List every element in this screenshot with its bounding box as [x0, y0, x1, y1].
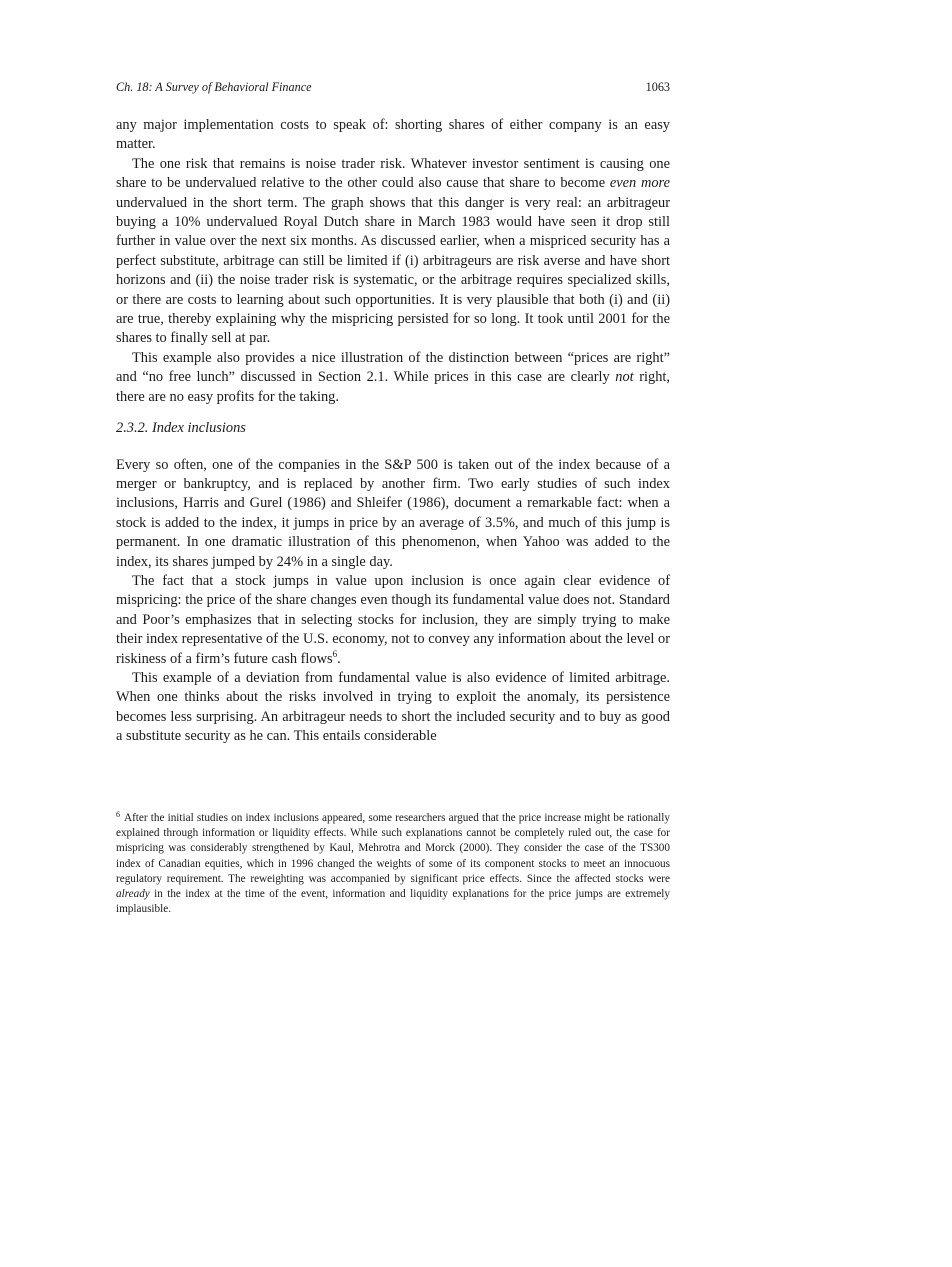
footnote-text-a: After the initial studies on index inclusions appeared, some researchers argued that the price increase might be rationally explained through information or liquidity effects. While such explanations cannot be completely ruled out, the case for mispricing was considerably strengthened by Kaul, Mehrotra and Morck (2000). They consider the case of the TS300 index of Canadian equities, which in 1996 changed the weights of some of its component stocks to meet an innocuous regulatory requirement. The reweighting was accompanied by significant price effects. Since the affected stocks were	[116, 812, 670, 885]
paragraph-5	[116, 572, 670, 669]
paragraph-1	[116, 116, 670, 155]
paragraph-3-text-b: right, there are no easy profits for the taking.	[116, 369, 670, 405]
paragraph-5-end: .	[337, 650, 341, 667]
paragraph-6	[116, 669, 670, 747]
footnote-emphasis: already	[116, 888, 150, 901]
footnote-text-b: in the index at the time of the event, information and liquidity explanations for the price jumps are extremely implausible.	[116, 888, 670, 916]
paragraph-6-text: This example of a deviation from fundamental value is also evidence of limited arbitrage. When one thinks about the risks involved in trying to exploit the anomaly, its persistence becomes less surprising. An arbitrageur needs to short the included security and to buy as good a substitute security as he can. This entails considerable	[116, 669, 670, 745]
paragraph-3	[116, 349, 670, 407]
paragraph-4-text: Every so often, one of the companies in the S&P 500 is taken out of the index because of a merger or bankruptcy, and is replaced by another firm. Two early studies of such index inclusions, Harris and Gurel (1986) and Shleifer (1986), document a remarkable fact: when a stock is added to the index, it jumps in price by an average of 3.5%, and much of this jump is permanent. In one dramatic illustration of this phenomenon, when Yahoo was added to the index, its shares jumped by 24% in a single day.	[116, 456, 670, 570]
paragraph-1-text: any major implementation costs to speak of: shorting shares of either company is an easy matter.	[116, 117, 670, 153]
paragraph-3-text-a: This example also provides a nice illustration of the distinction between “prices are right” and “no free lunch” discussed in Section 2.1. While prices in this case are clearly	[116, 349, 670, 386]
paragraph-2-text-a: The one risk that remains is noise trader risk. Whatever investor sentiment is causing one share to be undervalued relative to the other could also cause that share to become	[116, 155, 670, 192]
section-heading: 2.3.2. Index inclusions	[116, 420, 246, 437]
running-header	[116, 80, 670, 98]
footnote-6	[116, 811, 670, 917]
paragraph-4	[116, 456, 670, 572]
paragraph-2-emphasis: even more	[609, 175, 670, 192]
body-text	[116, 116, 670, 747]
paragraph-2-text-b: undervalued in the short term. The graph shows that this danger is very real: an arbitrageur buying a 10% undervalued Royal Dutch share in March 1983 would have seen it drop still further in value over the next six months. As discussed earlier, when a mispriced security has a perfect substitute, arbitrage can still be limited if (i) arbitrageurs are risk averse and have short horizons and (ii) the noise trader risk is systematic, or the arbitrage requires specialized skills, or there are costs to learning about such opportunities. It is very plausible that both (i) and (ii) are true, thereby explaining why the mispricing persisted for so long. It took until 2001 for the shares to finally sell at par.	[116, 194, 670, 347]
running-title: Ch. 18: A Survey of Behavioral Finance	[116, 80, 312, 94]
paragraph-3-emphasis: not	[615, 369, 634, 386]
footnote-ref-6[interactable]: 6	[332, 648, 338, 659]
paragraph-2	[116, 155, 670, 349]
paragraph-5-text: The fact that a stock jumps in value upon inclusion is once again clear evidence of mispricing: the price of the share changes even though its fundamental value does not. Standard and Poor’s emphasizes that in selecting stocks for inclusion, they are simply trying to make their index representative of the U.S. economy, not to convey any information about the level or riskiness of a firm’s future cash flows	[116, 572, 670, 667]
page-number: 1063	[645, 80, 670, 94]
footnote-marker: 6	[116, 810, 120, 819]
